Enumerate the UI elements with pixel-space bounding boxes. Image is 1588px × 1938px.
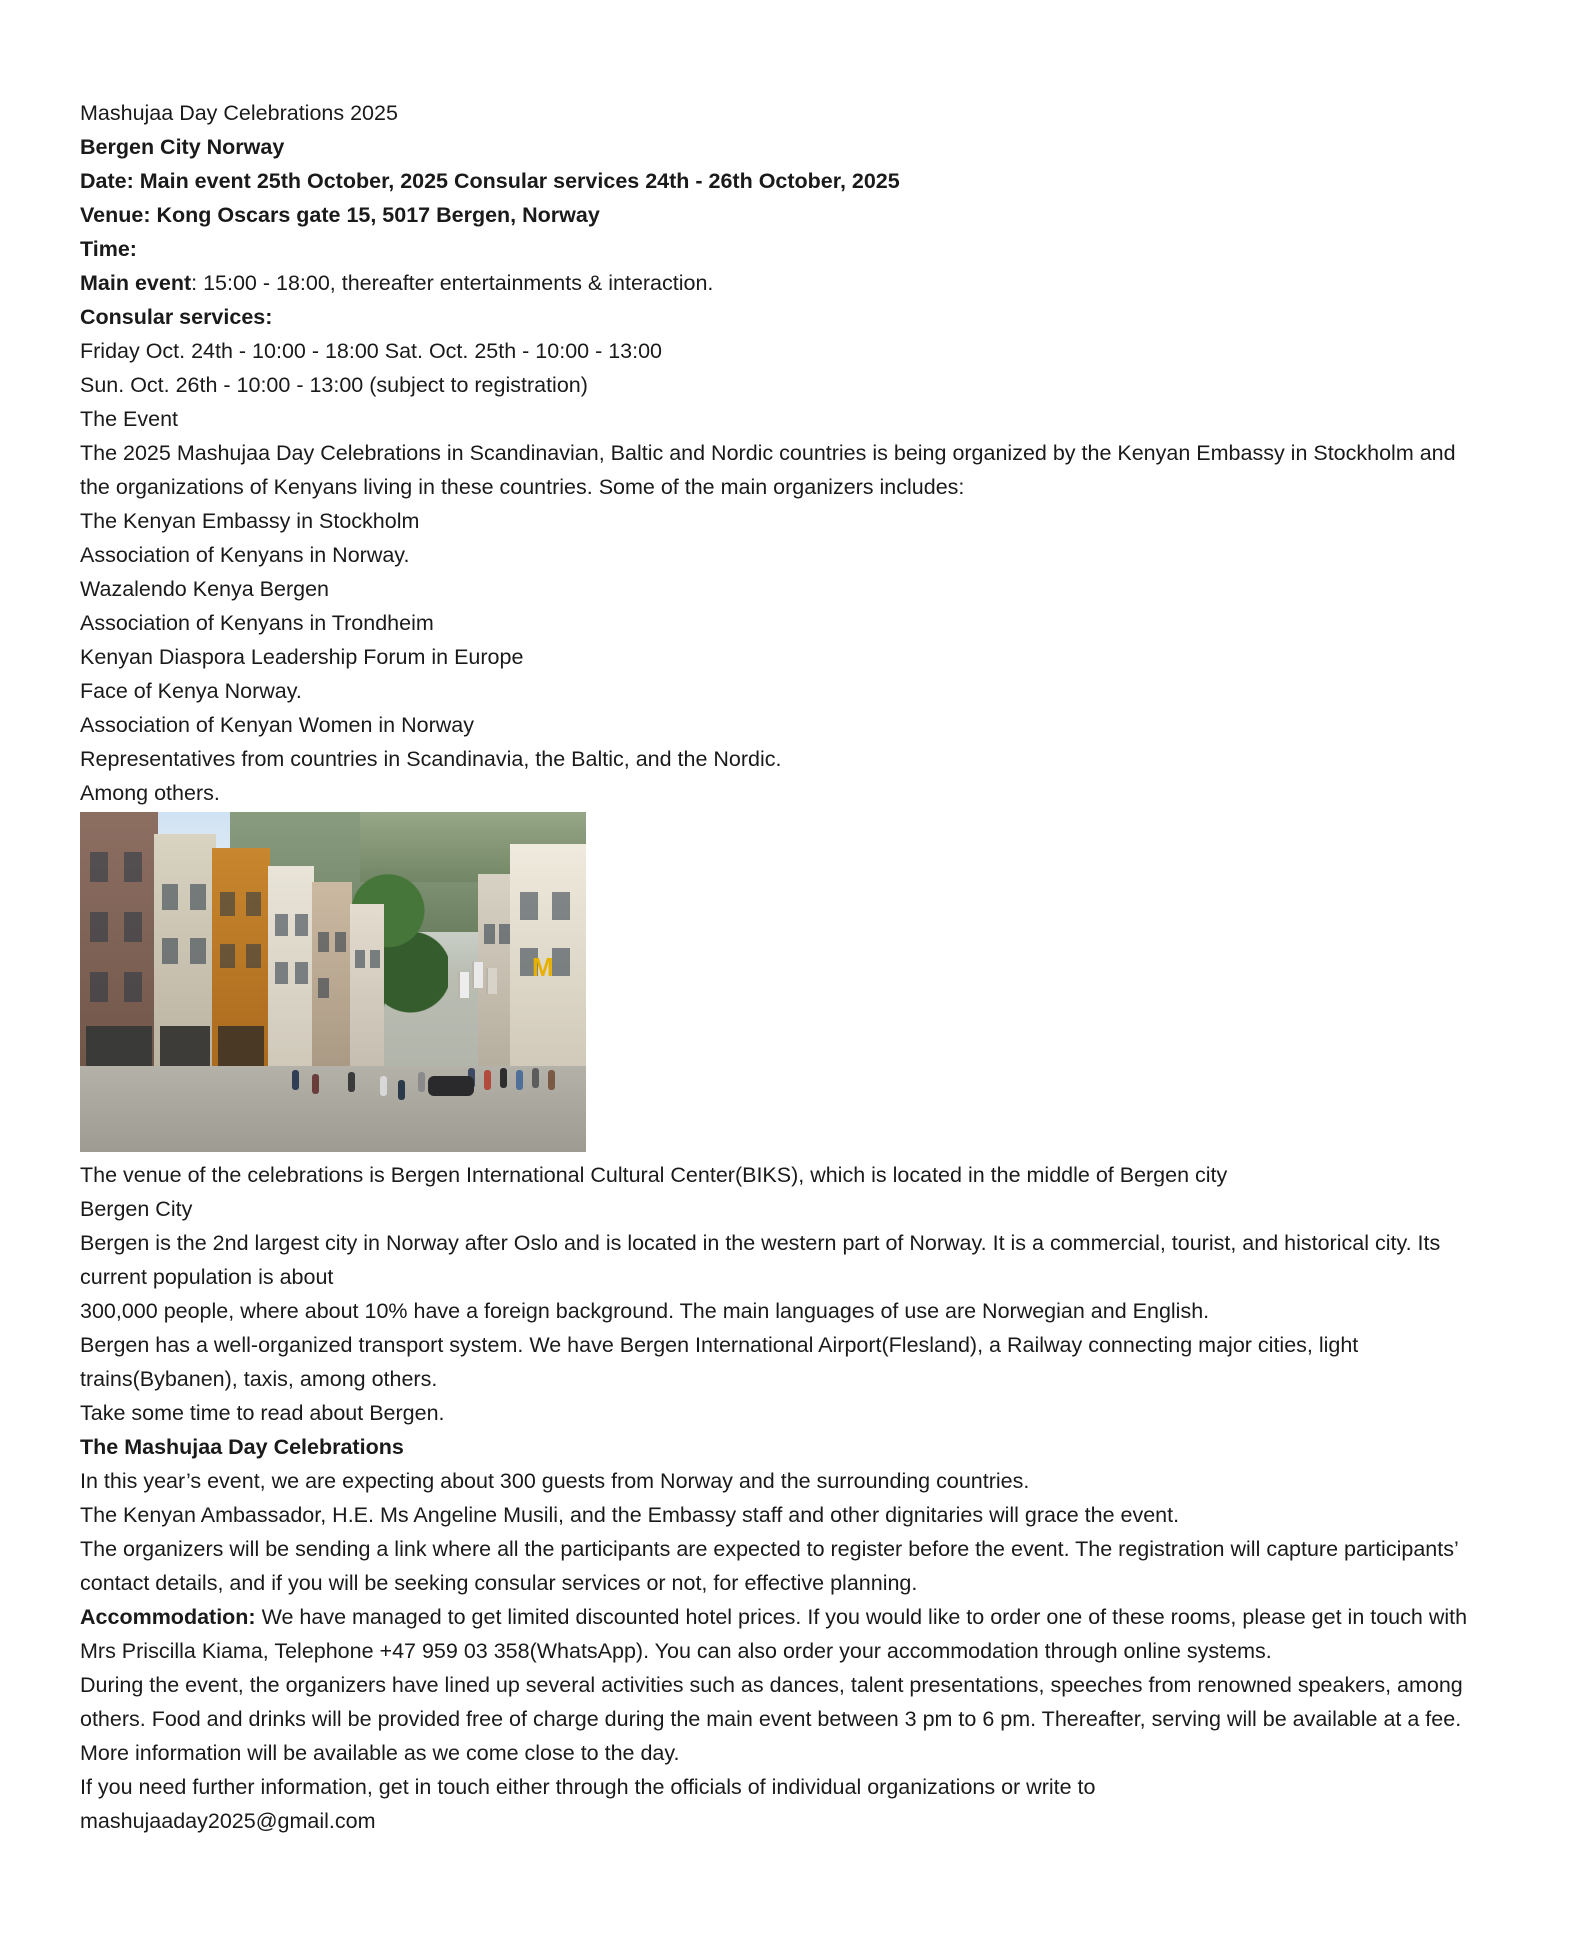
building <box>212 848 270 1080</box>
bergen-street-photo-image <box>80 812 586 1152</box>
banner-flag <box>486 968 497 994</box>
pedestrian <box>548 1070 555 1090</box>
accommodation-paragraph <box>80 1600 1480 1668</box>
building <box>154 834 216 1080</box>
organizer-item: Kenyan Diaspora Leadership Forum in Europe <box>80 645 524 669</box>
pedestrian <box>484 1070 491 1090</box>
building <box>80 812 158 1080</box>
consular-label: Consular services <box>80 305 266 329</box>
organizer-item: The Kenyan Embassy in Stockholm <box>80 509 420 533</box>
street-pavement <box>80 1066 586 1152</box>
pedestrian <box>348 1072 355 1092</box>
celebrations-paragraph-4: During the event, the organizers have lined up several activities such as dances, talent presentations, speeches from renowned speakers, among others. Food and drinks will be provided free of charge during the main event between 3 pm to 6 pm. Thereafter, serving will be available at a fee. <box>80 1673 1463 1731</box>
pedestrian <box>380 1076 387 1096</box>
celebrations-paragraph-2: The Kenyan Ambassador, H.E. Ms Angeline Musili, and the Embassy staff and other dignitaries will grace the event. <box>80 1503 1180 1527</box>
time-label: Time: <box>80 237 137 261</box>
parked-car <box>428 1076 474 1096</box>
accommodation-text: We have managed to get limited discounted hotel prices. If you would like to order one of these rooms, please get in touch with Mrs Priscilla Kiama, Telephone +47 959 03 358(WhatsApp). You can also order your accommodation through online systems. <box>80 1605 1468 1663</box>
main-event-label: Main event <box>80 271 192 295</box>
organizer-item: Association of Kenyans in Trondheim <box>80 611 434 635</box>
document-date: Date: Main event 25th October, 2025 Consular services 24th - 26th October, 2025 <box>80 169 900 193</box>
pedestrian <box>500 1068 507 1088</box>
event-heading: The Event <box>80 407 178 431</box>
building <box>268 866 314 1080</box>
consular-services-heading <box>80 300 1492 334</box>
organizer-item: Wazalendo Kenya Bergen <box>80 577 330 601</box>
main-event-time <box>80 266 1492 300</box>
bergen-street-photo <box>80 812 586 1152</box>
bergen-city-heading: Bergen City <box>80 1197 193 1221</box>
event-intro-paragraph: The 2025 Mashujaa Day Celebrations in Scandinavian, Baltic and Nordic countries is being organized by the Kenyan Embassy in Stockholm and the organizations of Kenyans living in these countries. Some of the main organizers includes: <box>80 441 1456 499</box>
building <box>312 882 352 1080</box>
celebrations-heading: The Mashujaa Day Celebrations <box>80 1435 404 1459</box>
consular-hours-line-2: Sun. Oct. 26th - 10:00 - 13:00 (subject to registration) <box>80 373 588 397</box>
document-city: Bergen City Norway <box>80 135 285 159</box>
main-event-value: : 15:00 - 18:00, thereafter entertainments & interaction. <box>191 271 714 295</box>
venue-location-line: The venue of the celebrations is Bergen International Cultural Center(BIKS), which is located in the middle of Bergen city <box>80 1163 1228 1187</box>
organizer-item: Representatives from countries in Scandinavia, the Baltic, and the Nordic. <box>80 747 782 771</box>
bergen-paragraph-2: 300,000 people, where about 10% have a foreign background. The main languages of use are Norwegian and English. <box>80 1299 1210 1323</box>
organizer-item: Face of Kenya Norway. <box>80 679 302 703</box>
bergen-paragraph-1: Bergen is the 2nd largest city in Norway after Oslo and is located in the western part of Norway. It is a commercial, tourist, and historical city. Its current population is about <box>80 1231 1441 1289</box>
banner-flag <box>458 972 469 998</box>
pedestrian <box>292 1070 299 1090</box>
organizer-item: Association of Kenyans in Norway. <box>80 543 410 567</box>
pedestrian <box>532 1068 539 1088</box>
pedestrian <box>312 1074 319 1094</box>
celebrations-paragraph-1: In this year’s event, we are expecting about 300 guests from Norway and the surrounding countries. <box>80 1469 1030 1493</box>
banner-flag <box>472 962 483 988</box>
document-title: Mashujaa Day Celebrations 2025 <box>80 101 398 125</box>
pedestrian <box>398 1080 405 1100</box>
organizer-item: Among others. <box>80 781 220 805</box>
document-venue: Venue: Kong Oscars gate 15, 5017 Bergen, Norway <box>80 203 600 227</box>
bergen-paragraph-4: Take some time to read about Bergen. <box>80 1401 445 1425</box>
consular-hours-line-1: Friday Oct. 24th - 10:00 - 18:00 Sat. Oct. 25th - 10:00 - 13:00 <box>80 339 663 363</box>
pedestrian <box>516 1070 523 1090</box>
celebrations-paragraph-5: More information will be available as we come close to the day. <box>80 1741 680 1765</box>
accommodation-label: Accommodation: <box>80 1605 256 1629</box>
organizer-item: Association of Kenyan Women in Norway <box>80 713 474 737</box>
contact-email: mashujaaday2025@gmail.com <box>80 1809 376 1833</box>
building <box>350 904 384 1080</box>
celebrations-paragraph-3: The organizers will be sending a link where all the participants are expected to register before the event. The registration will capture participants’ contact details, and if you will be seeking consular services or not, for effective planning. <box>80 1537 1458 1595</box>
consular-colon: : <box>265 305 273 329</box>
pedestrian <box>418 1072 425 1092</box>
bergen-paragraph-3: Bergen has a well-organized transport system. We have Bergen International Airport(Flesland), a Railway connecting major cities, light trains(Bybanen), taxis, among others. <box>80 1333 1359 1391</box>
celebrations-paragraph-6: If you need further information, get in touch either through the officials of individual organizations or write to <box>80 1775 1096 1799</box>
mcdonalds-sign: M <box>532 952 554 982</box>
